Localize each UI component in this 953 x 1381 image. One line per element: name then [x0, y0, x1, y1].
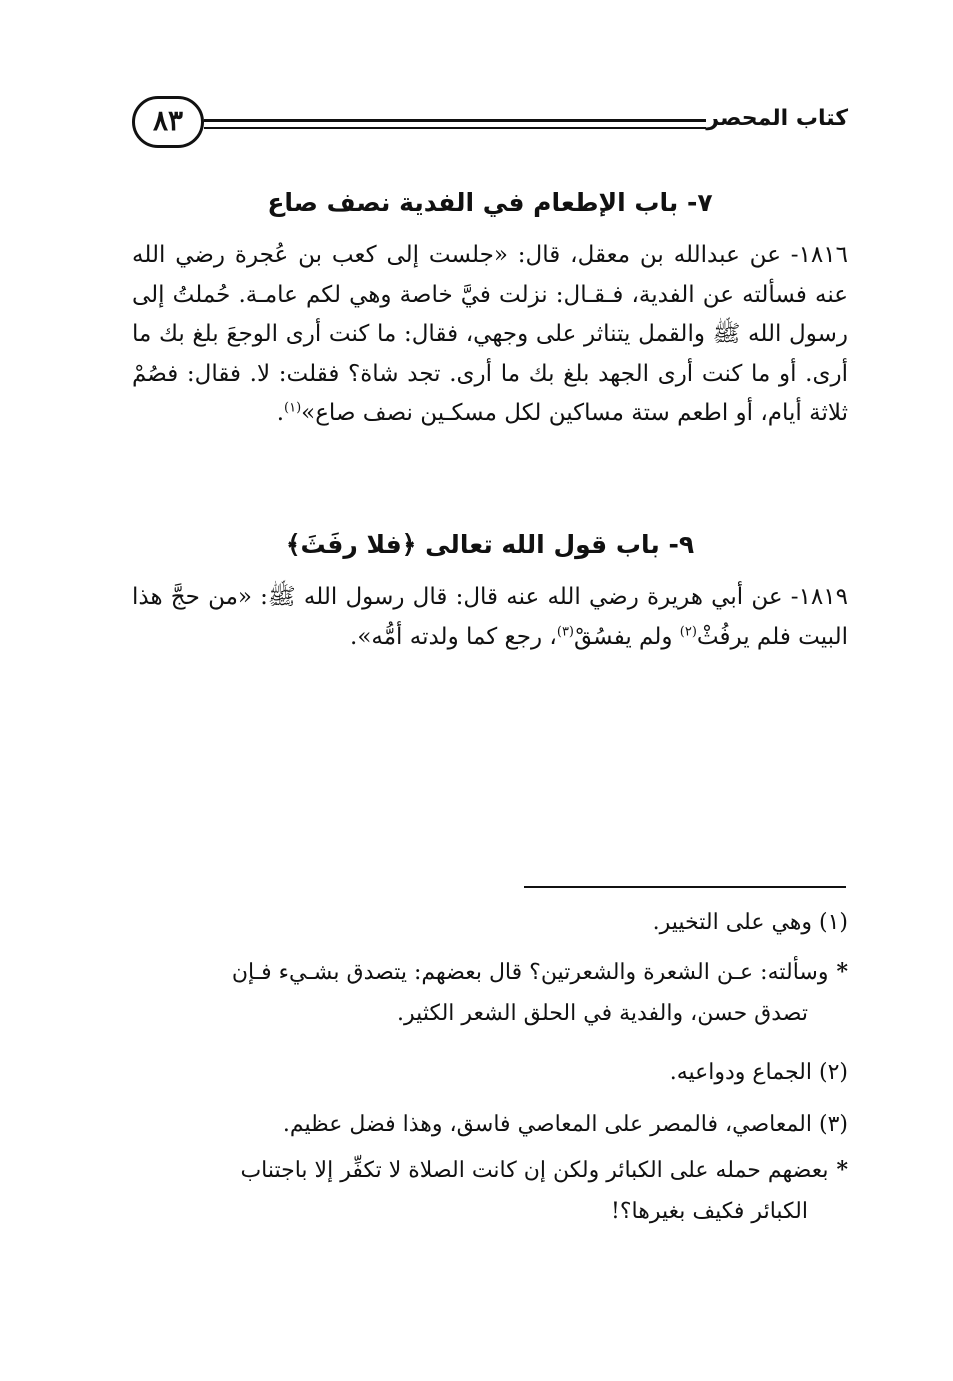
- note-text: بعضهم حمله على الكبائر ولكن إن كانت الصلاة لا تكفِّر إلا باجتناب: [240, 1158, 829, 1183]
- section-heading: ٧- باب الإطعام في الفدية نصف صاع: [267, 188, 713, 217]
- note-text: وسألته: عـن الشعرة والشعرتين؟ قال بعضهم: يتصدق بشـيء فـإن: [231, 960, 829, 985]
- hadith-paragraph: [132, 578, 848, 657]
- note-text: الكبائر فكيف بغيرها؟!: [611, 1199, 808, 1224]
- footnote: (٢) الجماع ودواعيه.: [669, 1060, 848, 1085]
- header-rule: [204, 127, 706, 129]
- page-number: ٨٣: [132, 96, 204, 148]
- header-rule: [204, 119, 706, 122]
- book-title: كتاب المحصر: [706, 106, 848, 131]
- note-marker: *: [836, 1157, 848, 1183]
- hadith-text: ١٨١٩- عن أبي هريرة رضي الله عنه قال: قال رسول الله ﷺ: «من حجَّ هذا البيت فلم يرفُثْ: [132, 584, 848, 650]
- footnote: (١) وهي على التخيير.: [652, 910, 848, 935]
- hadith-text: ولم يفسُقْ: [574, 623, 680, 650]
- footnote-ref: (٢): [679, 623, 697, 639]
- footnote-ref: (٣): [556, 623, 574, 639]
- footnote-separator: [524, 886, 846, 888]
- footnote: (٣) المعاصي، فالمصر على المعاصي فاسق، وهذا فضل عظيم.: [282, 1112, 848, 1137]
- hadith-text: ، رجع كما ولدته أمُّه».: [350, 623, 557, 650]
- section-heading: ٩- باب قول الله تعالى ﴿فلا رفَثَ﴾: [285, 530, 695, 559]
- sentence-end: .: [276, 400, 284, 426]
- footnote-ref: (١): [284, 400, 302, 416]
- hadith-paragraph: [132, 236, 848, 434]
- note-marker: *: [836, 959, 848, 985]
- hadith-text: ١٨١٦- عن عبدالله بن معقل، قال: «جلست إلى كعب بن عُجرة رضي الله عنه فسألته عن الفدية، فـقـال: نزلت فيَّ خاصة وهي لكم عامـة. حُملتُ إلى رسول الله ﷺ والقمل يتناثر على وجهي، فقال: ما كنت أرى الوجعَ بلغ بك ما أرى. أو ما كنت أرى الجهد بلغ بك ما أرى. تجد شاة؟ فقلت: لا. فقال: فصُمْ ثلاثة أيام، أو اطعم ستة مساكين لكل مسكـين نصف صاع»: [132, 242, 848, 426]
- footnote-note: [132, 1150, 848, 1232]
- footnote-note: [132, 952, 848, 1034]
- note-text: تصدق حسن، والفدية في الحلق الشعر الكثير.: [397, 1001, 808, 1026]
- page-header: [132, 96, 848, 156]
